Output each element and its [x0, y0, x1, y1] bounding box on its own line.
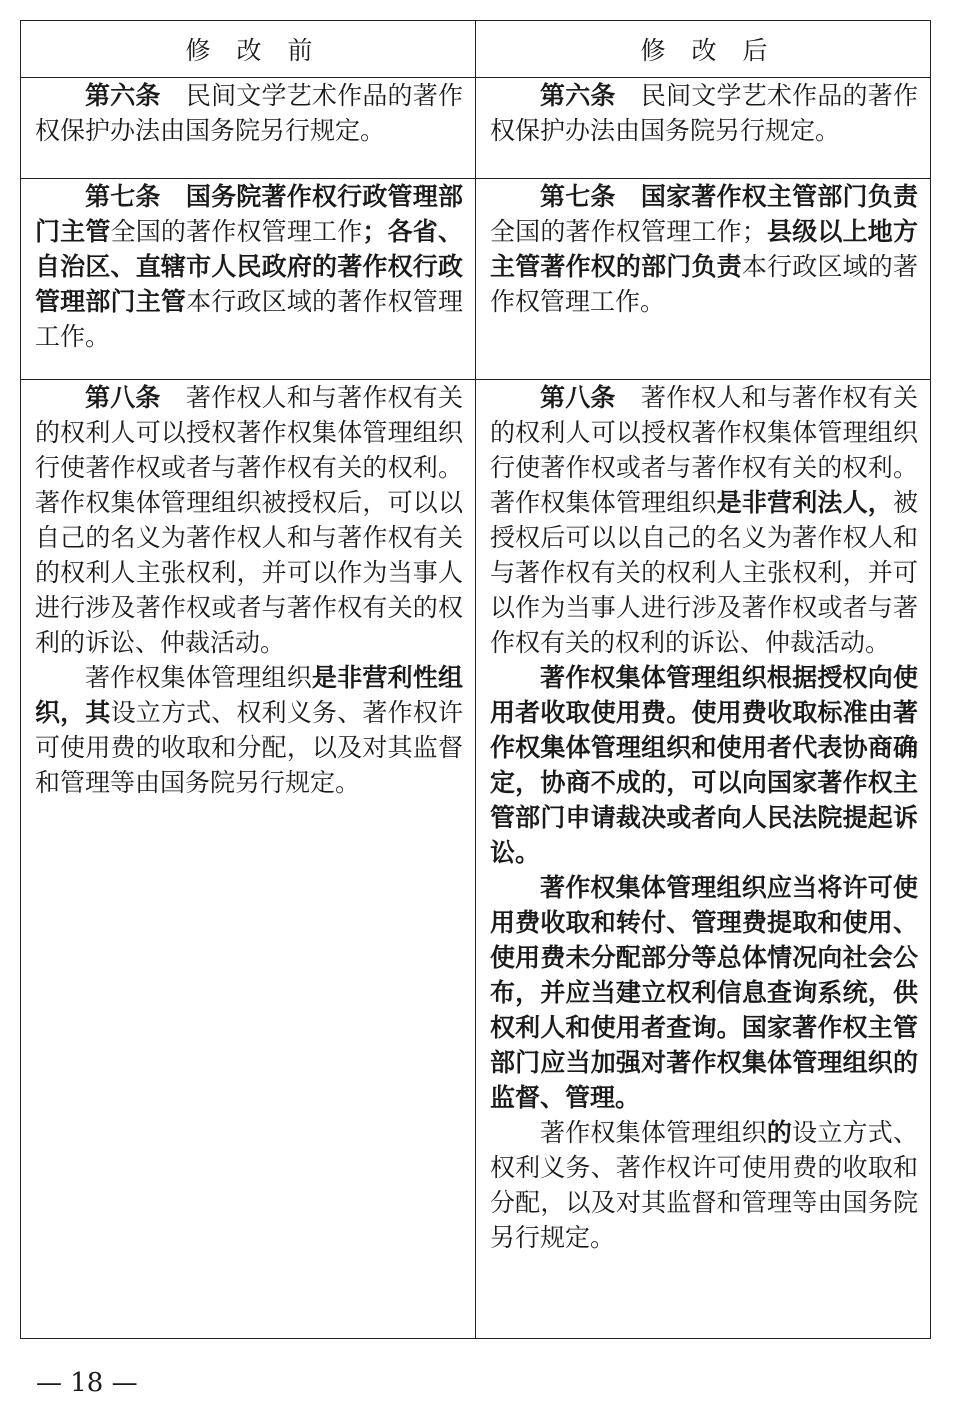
- text-span: 设立方式、权利义务、著作权许可使用费的收取和分配，以及对其监督和管理等由国务院另行规定。: [490, 1118, 918, 1252]
- table-row: [21, 380, 931, 1339]
- text-span: 著作权人和与著作权有关的权利人可以授权著作权集体管理组织行使著作权或者与著作权有关的权利。著作权集体管理组织被授权后，可以以自己的名义为著作权人和与著作权有关的权利人主张权利，并可以作为当事人进行涉及著作权或者与著作权有关的权利的诉讼、仲裁活动。: [35, 383, 463, 657]
- cell-after: [476, 179, 931, 380]
- page-number: — 18 —: [36, 1368, 138, 1398]
- text-span: 著作权集体管理组织: [85, 663, 312, 692]
- cell-before: [21, 78, 476, 179]
- article-paragraph: [490, 380, 918, 660]
- article-paragraph: [490, 179, 918, 319]
- article-paragraph: [490, 870, 918, 1115]
- article-paragraph: [35, 380, 463, 660]
- text-span: 全国的著作权管理工作；: [490, 217, 767, 246]
- bold-text: 第八条: [540, 383, 616, 412]
- text-span: 民间文学艺术作品的著作权保护办法由国务院另行规定。: [35, 81, 463, 145]
- text-span: 设立方式、权利义务、著作权许可使用费的收取和分配，以及对其监督和管理等由国务院另行规定。: [35, 698, 463, 797]
- comparison-table: [20, 20, 931, 1339]
- text-span: 全国的著作权管理工作: [110, 217, 363, 246]
- bold-text: ；各省、自治区、直辖市人民政府的著作权行政管理部门主管: [35, 217, 463, 316]
- text-span: 本行政区域的著作权管理工作。: [35, 287, 463, 351]
- bold-text: 第六条: [85, 81, 161, 110]
- article-paragraph: [35, 660, 463, 800]
- text-span: 民间文学艺术作品的著作权保护办法由国务院另行规定。: [490, 81, 918, 145]
- article-paragraph: [35, 78, 463, 148]
- table-row: [21, 78, 931, 179]
- header-row: [21, 21, 931, 78]
- bold-text: 第六条: [540, 81, 616, 110]
- cell-before: [21, 179, 476, 380]
- table-row: [21, 179, 931, 380]
- bold-text: 的: [766, 1118, 793, 1147]
- bold-text: 县级以上地方主管著作权的部门负责: [490, 217, 918, 281]
- article-paragraph: [490, 78, 918, 148]
- text-span: 被授权后可以以自己的名义为著作权人和与著作权有关的权利人主张权利，并可以作为当事人进行涉及著作权或者与著作权有关的权利的诉讼、仲裁活动。: [490, 488, 918, 657]
- cell-after: [476, 78, 931, 179]
- header-after: 修改后: [476, 21, 931, 78]
- article-paragraph: [490, 1115, 918, 1255]
- text-span: 著作权集体管理组织: [540, 1118, 767, 1147]
- bold-text: 著作权集体管理组织应当将许可使用费收取和转付、管理费提取和使用、使用费未分配部分等总体情况向社会公布，并应当建立权利信息查询系统，供权利人和使用者查询。国家著作权主管部门应当加强对著作权集体管理组织的监督、管理。: [490, 873, 918, 1112]
- bold-text: 第八条: [85, 383, 161, 412]
- cell-before: [21, 380, 476, 1339]
- text-span: 著作权人和与著作权有关的权利人可以授权著作权集体管理组织行使著作权或者与著作权有关的权利。著作权集体管理组织: [490, 383, 918, 517]
- article-paragraph: [35, 179, 463, 354]
- header-before: 修改前: [21, 21, 476, 78]
- bold-text: 第七条 国务院著作权行政管理部门主管: [35, 182, 463, 246]
- article-paragraph: [490, 660, 918, 870]
- cell-after: [476, 380, 931, 1339]
- bold-text: 著作权集体管理组织根据授权向使用者收取使用费。使用费收取标准由著作权集体管理组织和使用者代表协商确定，协商不成的，可以向国家著作权主管部门申请裁决或者向人民法院提起诉讼。: [490, 663, 918, 867]
- text-span: 本行政区域的著作权管理工作。: [490, 252, 918, 316]
- bold-text: 第七条 国家著作权主管部门负责: [540, 182, 918, 211]
- bold-text: 是非营利法人，: [716, 488, 893, 517]
- bold-text: 是非营利性组织，其: [35, 663, 463, 727]
